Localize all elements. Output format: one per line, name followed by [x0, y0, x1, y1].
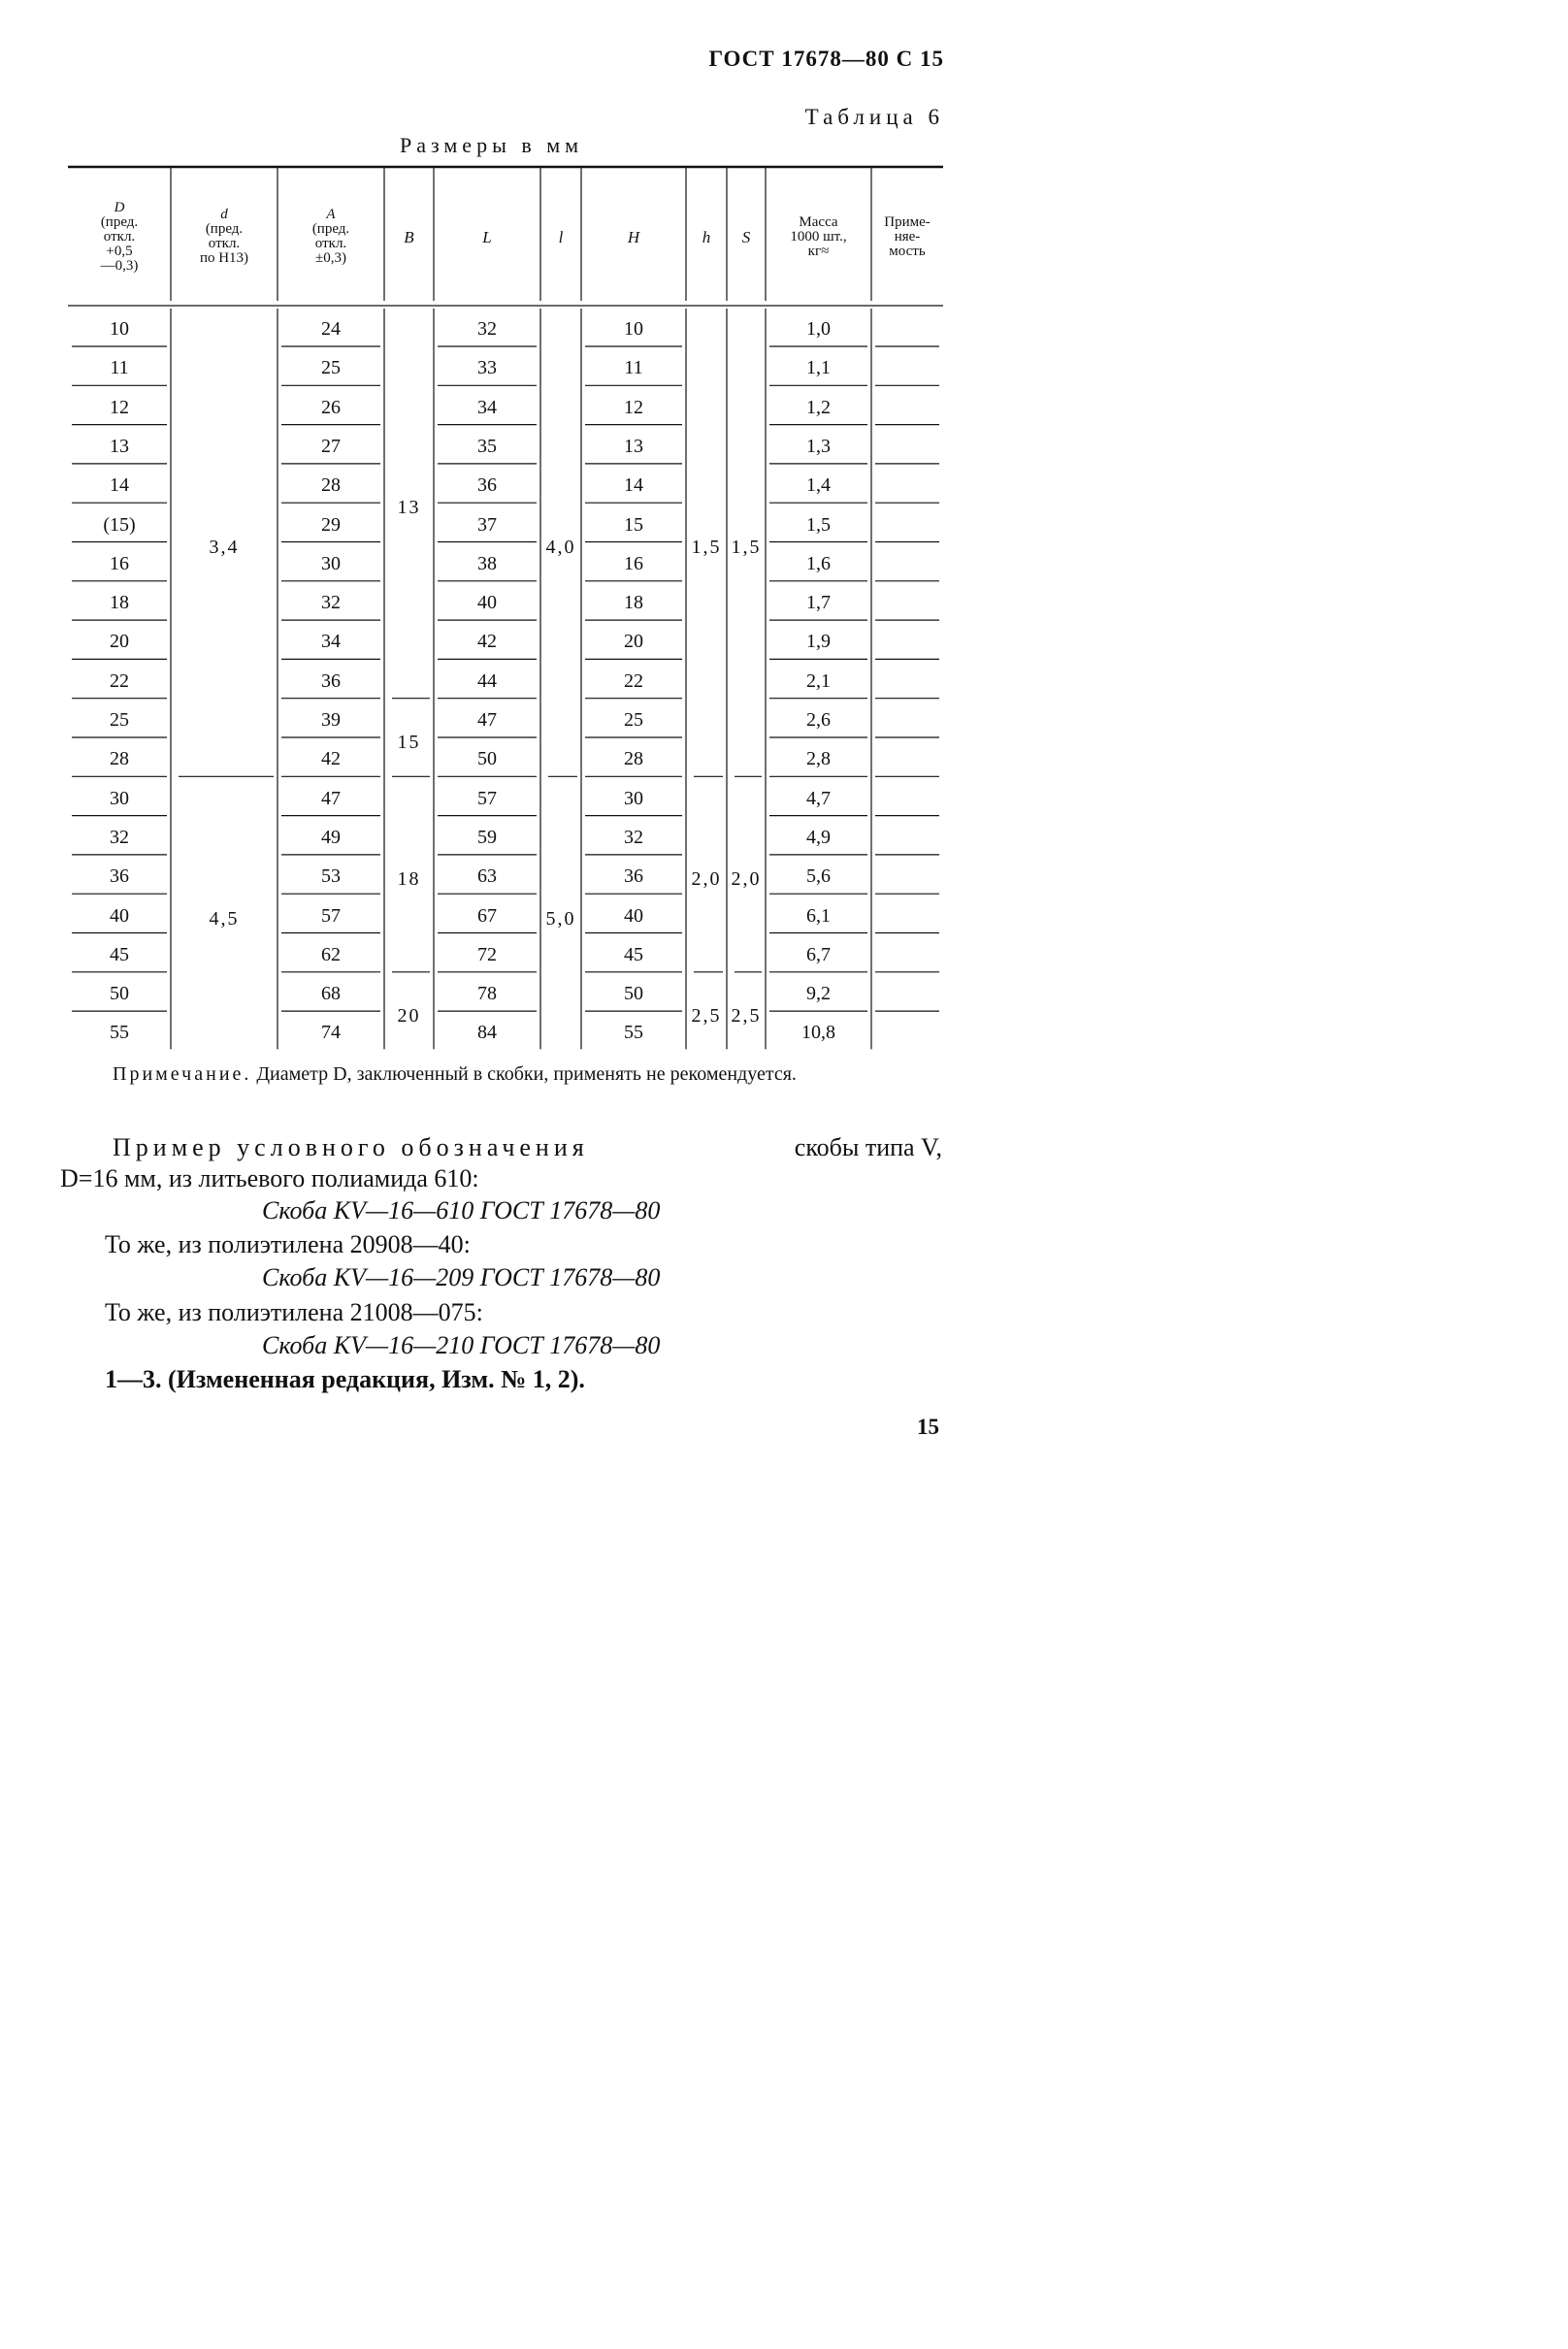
cell-a: 27: [321, 435, 341, 457]
column-header: [278, 208, 384, 266]
example-line-2: D=16 мм, из литьевого полиамида 610:: [60, 1164, 479, 1192]
cell-d: 16: [110, 552, 129, 574]
cell-h: 13: [624, 435, 643, 457]
header-line: (пред.: [205, 221, 244, 237]
header-symbol: A: [326, 207, 336, 222]
cell-l: 36: [477, 474, 497, 497]
column-header: [434, 227, 540, 246]
cell-l: 67: [477, 904, 497, 927]
cell-a: 25: [321, 357, 341, 379]
cell-a: 68: [321, 983, 341, 1005]
merged-cell-s: 1,5: [731, 536, 762, 558]
header-line: 1000 шт.,: [790, 228, 847, 245]
cell-h: 28: [624, 748, 643, 770]
header-line: откл.: [208, 236, 241, 251]
cell-a: 34: [321, 631, 341, 653]
cell-a: 29: [321, 513, 341, 536]
cell-mass: 10,8: [801, 1022, 835, 1044]
header-symbol: H: [627, 227, 640, 246]
designation-code-3: Скоба KV—16—210 ГОСТ 17678—80: [262, 1331, 661, 1359]
merged-cell-s: 2,0: [731, 868, 762, 891]
cell-d: 40: [110, 904, 129, 927]
cell-d: 32: [110, 826, 129, 848]
merged-cell-h: 2,5: [691, 1005, 722, 1028]
cell-l: 50: [477, 748, 497, 770]
cell-a: 47: [321, 787, 341, 809]
cell-mass: 6,7: [806, 943, 831, 965]
cell-h: 15: [624, 513, 643, 536]
cell-a: 74: [321, 1022, 341, 1044]
cell-mass: 1,0: [806, 318, 831, 340]
column-header: [171, 208, 278, 266]
header-line: +0,5: [106, 243, 133, 259]
cell-mass: 1,2: [806, 396, 831, 418]
cell-d: 20: [110, 631, 129, 653]
cell-h: 32: [624, 826, 643, 848]
cell-d: 14: [110, 474, 129, 497]
column-header: [766, 215, 871, 259]
header-symbol: l: [558, 227, 564, 246]
cell-mass: 1,9: [806, 631, 831, 653]
cell-d: 13: [110, 435, 129, 457]
cell-l: 47: [477, 709, 497, 731]
cell-mass: 6,1: [806, 904, 831, 927]
cell-mass: 4,9: [806, 826, 831, 848]
cell-a: 28: [321, 474, 341, 497]
cell-d: (15): [103, 513, 136, 536]
cell-mass: 2,6: [806, 709, 831, 731]
cell-mass: 1,1: [806, 357, 831, 379]
cell-a: 24: [321, 318, 341, 340]
cell-mass: 1,3: [806, 435, 831, 457]
cell-d: 28: [110, 748, 129, 770]
header-symbol: L: [482, 227, 492, 246]
cell-h: 10: [624, 318, 643, 340]
cell-mass: 9,2: [806, 983, 831, 1005]
cell-h: 12: [624, 396, 643, 418]
merged-cell-l: 5,0: [545, 907, 576, 930]
units-caption: Размеры в мм: [400, 133, 584, 157]
cell-h: 18: [624, 592, 643, 614]
cell-l: 59: [477, 826, 497, 848]
column-header: [384, 227, 434, 246]
cell-mass: 1,4: [806, 474, 831, 497]
cell-l: 40: [477, 592, 497, 614]
header-line: Масса: [799, 213, 838, 230]
header-symbol: d: [220, 207, 228, 222]
note-label: Примечание.: [113, 1063, 252, 1085]
cell-h: 55: [624, 1022, 643, 1044]
cell-mass: 5,6: [806, 865, 831, 888]
cell-a: 39: [321, 709, 341, 731]
note-text: Диаметр D, заключенный в скобки, применять не рекомендуется.: [256, 1063, 797, 1085]
cell-l: 34: [477, 396, 497, 418]
cell-d: 30: [110, 787, 129, 809]
cell-a: 36: [321, 669, 341, 692]
cell-mass: 4,7: [806, 787, 831, 809]
cell-d: 25: [110, 709, 129, 731]
cell-d: 12: [110, 396, 129, 418]
designation-code-2: Скоба KV—16—209 ГОСТ 17678—80: [262, 1263, 661, 1291]
header-line: мость: [889, 243, 926, 259]
column-header: [686, 227, 727, 246]
merged-cell-s: 2,5: [731, 1005, 762, 1028]
column-header: [727, 227, 766, 246]
cell-l: 37: [477, 513, 497, 536]
document-page: [0, 0, 1014, 1519]
header-symbol: S: [741, 227, 751, 246]
cell-a: 62: [321, 943, 341, 965]
cell-l: 57: [477, 787, 497, 809]
cell-h: 11: [624, 357, 643, 379]
merged-cell-h: 2,0: [691, 868, 722, 891]
amendment-note: 1—3. (Измененная редакция, Изм. № 1, 2).: [105, 1365, 585, 1393]
cell-d: 36: [110, 865, 129, 888]
cell-d: 45: [110, 943, 129, 965]
cell-h: 14: [624, 474, 643, 497]
table-note: [113, 1062, 947, 1086]
cell-l: 32: [477, 318, 497, 340]
designation-code-1: Скоба KV—16—610 ГОСТ 17678—80: [262, 1196, 661, 1224]
cell-a: 26: [321, 396, 341, 418]
example-line-1-text: скобы типа V,: [794, 1133, 942, 1161]
example-line-3: То же, из полиэтилена 20908—40:: [105, 1230, 471, 1258]
header-line: откл.: [314, 236, 347, 251]
cell-h: 30: [624, 787, 643, 809]
header-symbol: h: [702, 227, 711, 246]
cell-a: 49: [321, 826, 341, 848]
header-symbol: D: [114, 199, 125, 215]
header-line: няе-: [894, 228, 921, 245]
cell-l: 63: [477, 865, 497, 888]
header-line: (пред.: [100, 213, 139, 230]
cell-mass: 1,6: [806, 552, 831, 574]
cell-l: 78: [477, 983, 497, 1005]
cell-h: 45: [624, 943, 643, 965]
cell-h: 50: [624, 983, 643, 1005]
header-line: по H13): [199, 250, 249, 266]
cell-l: 35: [477, 435, 497, 457]
header-line: кг≈: [807, 243, 830, 259]
cell-a: 42: [321, 748, 341, 770]
cell-l: 84: [477, 1022, 497, 1044]
cell-h: 25: [624, 709, 643, 731]
cell-h: 40: [624, 904, 643, 927]
cell-l: 72: [477, 943, 497, 965]
standard-header: ГОСТ 17678—80 С 15: [708, 47, 944, 71]
cell-l: 44: [477, 669, 497, 692]
cell-a: 53: [321, 865, 341, 888]
merged-cell-b: 15: [397, 732, 421, 754]
merged-cell-b: 18: [397, 868, 421, 891]
merged-cell-b: 20: [397, 1005, 421, 1028]
cell-mass: 2,1: [806, 669, 831, 692]
cell-l: 33: [477, 357, 497, 379]
merged-cell-d: 3,4: [209, 536, 240, 558]
page-number: 15: [917, 1415, 939, 1439]
cell-d: 18: [110, 592, 129, 614]
cell-mass: 1,5: [806, 513, 831, 536]
column-header: [540, 227, 581, 246]
header-line: —0,3): [100, 257, 139, 274]
cell-a: 30: [321, 552, 341, 574]
merged-cell-d: 4,5: [209, 907, 240, 930]
cell-mass: 1,7: [806, 592, 831, 614]
cell-a: 57: [321, 904, 341, 927]
example-label: Пример условного обозначения: [113, 1133, 589, 1161]
cell-d: 55: [110, 1022, 129, 1044]
merged-cell-b: 13: [397, 497, 421, 519]
cell-d: 50: [110, 983, 129, 1005]
header-line: Приме-: [884, 213, 931, 230]
cell-l: 42: [477, 631, 497, 653]
cell-d: 10: [110, 318, 129, 340]
merged-cell-h: 1,5: [691, 536, 722, 558]
column-header: [871, 215, 943, 259]
column-header: [68, 201, 171, 274]
cell-mass: 2,8: [806, 748, 831, 770]
header-line: (пред.: [311, 221, 350, 237]
merged-cell-l: 4,0: [545, 536, 576, 558]
cell-h: 22: [624, 669, 643, 692]
cell-h: 16: [624, 552, 643, 574]
cell-d: 22: [110, 669, 129, 692]
header-line: откл.: [103, 228, 136, 245]
example-line-4: То же, из полиэтилена 21008—075:: [105, 1298, 483, 1326]
cell-h: 20: [624, 631, 643, 653]
cell-h: 36: [624, 865, 643, 888]
header-symbol: B: [404, 227, 414, 246]
cell-d: 11: [110, 357, 129, 379]
example-line-1: [113, 1133, 942, 1162]
cell-l: 38: [477, 552, 497, 574]
cell-a: 32: [321, 592, 341, 614]
table-caption: Таблица 6: [804, 105, 944, 129]
header-line: ±0,3): [315, 250, 346, 266]
column-header: [581, 227, 686, 246]
